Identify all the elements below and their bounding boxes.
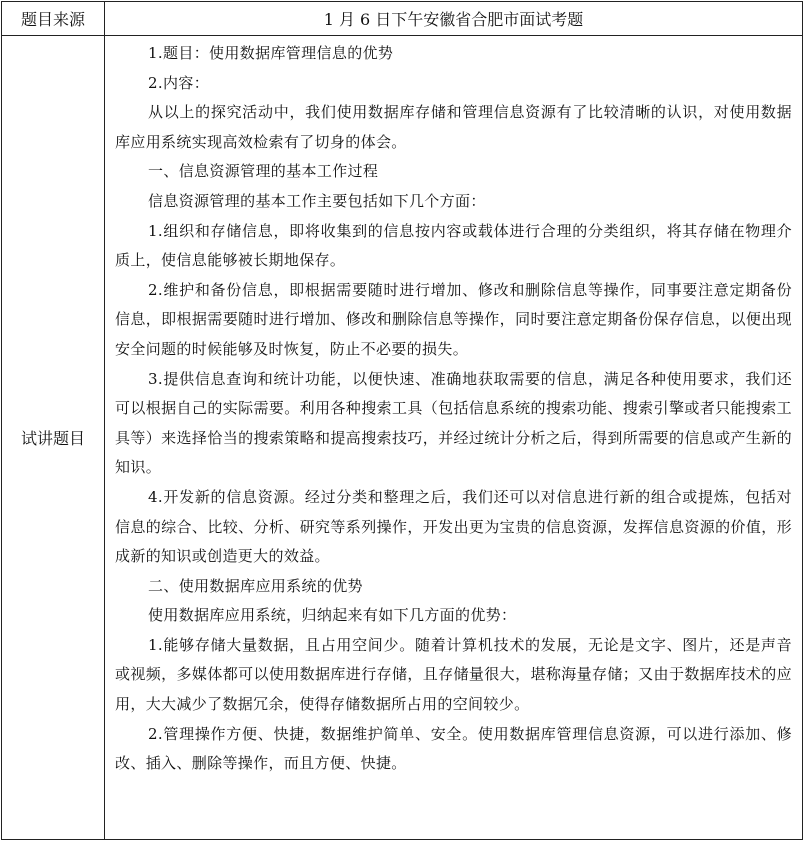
source-label-cell (2, 2, 105, 36)
paragraph-intro: 从以上的探究活动中，我们使用数据库存储和管理信息资源有了比较清晰的认识，对使用数据库应用系统实现高效检索有了切身的体会。 (115, 103, 792, 151)
header-row (2, 2, 803, 36)
exam-table (1, 1, 803, 840)
section-heading-1: 一、信息资源管理的基本工作过程 (148, 162, 379, 181)
paragraph-item-1: 1.组织和存储信息，即将收集到的信息按内容或载体进行合理的分类组织，将其存储在物理介质上，使信息能够被长期地保存。 (115, 221, 792, 270)
topic-label: 试讲题目 (20, 429, 85, 448)
paragraph-section2-intro: 使用数据库应用系统，归纳起来有如下几方面的优势： (148, 606, 517, 625)
paragraph-advantage-2: 2.管理操作方便、快捷，数据维护简单、安全。使用数据库管理信息资源，可以进行添加、修改、插入、删除等操作，而且方便、快捷。 (115, 724, 792, 773)
topic-label-cell (2, 36, 105, 840)
paragraph-content-label: 2.内容： (148, 73, 210, 92)
paragraph-advantage-1: 1.能够存储大量数据，且占用空间少。随着计算机技术的发展，无论是文字、图片，还是声音或视频，多媒体都可以使用数据库进行存储，且存储量很大，堪称海量存储；又由于数据库技术的应用，大大减少了数据冗余，使得存储数据所占用的空间较少。 (115, 635, 792, 714)
source-value-cell (105, 2, 803, 36)
paragraph-item-4: 4.开发新的信息资源。经过分类和整理之后，我们还可以对信息进行新的组合或提炼，包括对信息的综合、比较、分析、研究等系列操作，开发出更为宝贵的信息资源，发挥信息资源的价值，形成新的知识或创造更大的效益。 (115, 487, 792, 566)
topic-content-cell (105, 36, 803, 840)
source-label: 题目来源 (20, 10, 85, 29)
section-heading-2: 二、使用数据库应用系统的优势 (148, 576, 363, 595)
content-row (2, 36, 803, 840)
paragraph-item-2: 2.维护和备份信息，即根据需要随时进行增加、修改和删除信息等操作，同事要注意定期备份信息，即根据需要随时进行增加、修改和删除信息等操作，同时要注意定期备份保存信息，以便出现安全问题的时候能够及时恢复，防止不必要的损失。 (115, 280, 792, 358)
paragraph-item-3: 3.提供信息查询和统计功能，以便快速、准确地获取需要的信息，满足各种使用要求，我们还可以根据自己的实际需要。利用各种搜索工具（包括信息系统的搜索功能、搜索引擎或者只能搜索工具等）来选择恰当的搜索策略和提高搜索技巧，并经过统计分析之后，得到所需要的信息或产生新的知识。 (115, 369, 792, 477)
paragraph-title: 1.题目：使用数据库管理信息的优势 (148, 44, 394, 62)
paragraph-section1-intro: 信息资源管理的基本工作主要包括如下几个方面： (148, 191, 486, 210)
source-value: 1 月 6 日下午安徽省合肥市面试考题 (323, 10, 584, 29)
